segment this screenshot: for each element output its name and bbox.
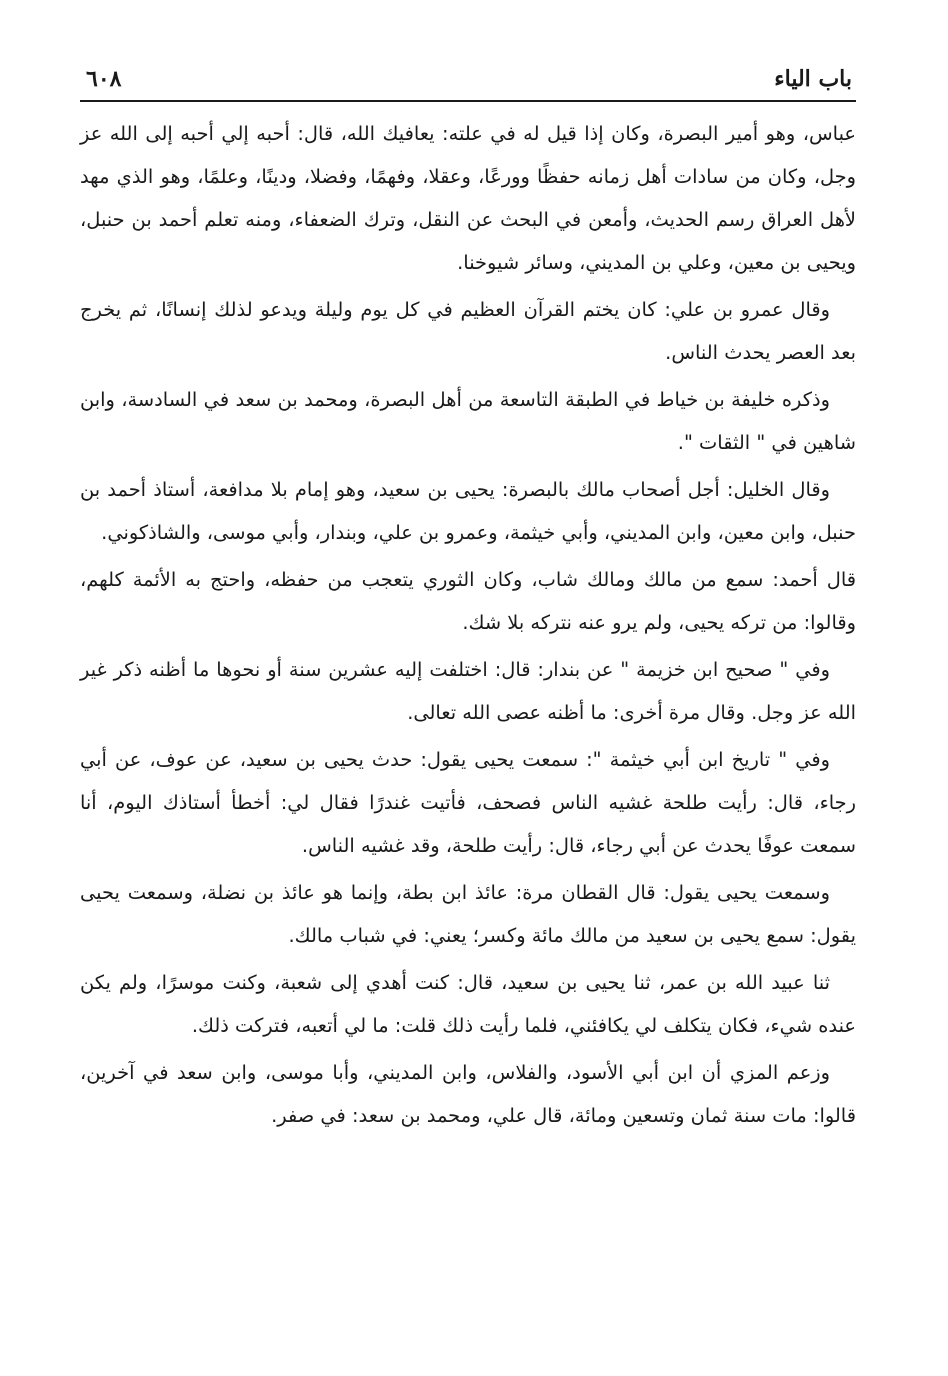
running-header [80,62,856,102]
paragraph-8: وسمعت يحيى يقول: قال القطان مرة: عائذ ابن بطة، وإنما هو عائذ بن نضلة، وسمعت يحيى يقول: سمع يحيى بن سعيد من مالك مائة وكسر؛ يعني: في شباب مالك. [80,881,856,947]
book-page [80,62,856,1141]
page-number: ٦٠٨ [86,66,122,92]
paragraph-3: وذكره خليفة بن خياط في الطبقة التاسعة من أهل البصرة، ومحمد بن سعد في السادسة، وابن شاهين في " الثقات ". [80,388,856,454]
paragraph-5: قال أحمد: سمع من مالك ومالك شاب، وكان الثوري يتعجب من حفظه، واحتج به الأئمة كلهم، وقالوا: من تركه يحيى، ولم يرو عنه نتركه بلا شك. [80,568,856,634]
paragraph-6: وفي " صحيح ابن خزيمة " عن بندار: قال: اختلفت إليه عشرين سنة أو نحوها ما أظنه ذكر غير الله عز وجل. وقال مرة أخرى: ما أظنه عصى الله تعالى. [80,658,856,724]
body-text [80,112,856,1137]
paragraph-9: ثنا عبيد الله بن عمر، ثنا يحيى بن سعيد، قال: كنت أهدي إلى شعبة، وكنت موسرًا، ولم يكن عنده شيء، فكان يتكلف لي يكافئني، فلما رأيت ذلك قلت: ما لي أتعبه، فتركت ذلك. [80,971,856,1037]
paragraph-2: وقال عمرو بن علي: كان يختم القرآن العظيم في كل يوم وليلة ويدعو لذلك إنسانًا، ثم يخرج بعد العصر يحدث الناس. [80,298,856,364]
paragraph-7: وفي " تاريخ ابن أبي خيثمة ": سمعت يحيى يقول: حدث يحيى بن سعيد، عن عوف، عن أبي رجاء، قال: رأيت طلحة غشيه الناس فصحف، فأتيت غندرًا فقال لي: أخطأ أستاذك اليوم، أنا سمعت عوفًا يحدث عن أبي رجاء، قال: رأيت طلحة، وقد غشيه الناس. [80,748,856,857]
paragraph-1: عباس، وهو أمير البصرة، وكان إذا قيل له في علته: يعافيك الله، قال: أحبه إلي أحبه إلى الله عز وجل، وكان من سادات أهل زمانه حفظًا وورعًا، وعقلا، وفهمًا، وفضلا، ودينًا، وعلمًا، وهو الذي مهد لأهل العراق رسم الحديث، وأمعن في البحث عن النقل، وترك الضعفاء، ومنه تعلم أحمد بن حنبل، ويحيى بن معين، وعلي بن المديني، وسائر شيوخنا. [80,122,856,274]
chapter-title: باب الياء [774,66,852,92]
paragraph-4: وقال الخليل: أجل أصحاب مالك بالبصرة: يحيى بن سعيد، وهو إمام بلا مدافعة، أستاذ أحمد بن حنبل، وابن معين، وابن المديني، وأبي خيثمة، وعمرو بن علي، وبندار، وأبي موسى، والشاذكوني. [80,478,856,544]
paragraph-10: وزعم المزي أن ابن أبي الأسود، والفلاس، وابن المديني، وأبا موسى، وابن سعد في آخرين، قالوا: مات سنة ثمان وتسعين ومائة، قال علي، ومحمد بن سعد: في صفر. [80,1061,856,1127]
